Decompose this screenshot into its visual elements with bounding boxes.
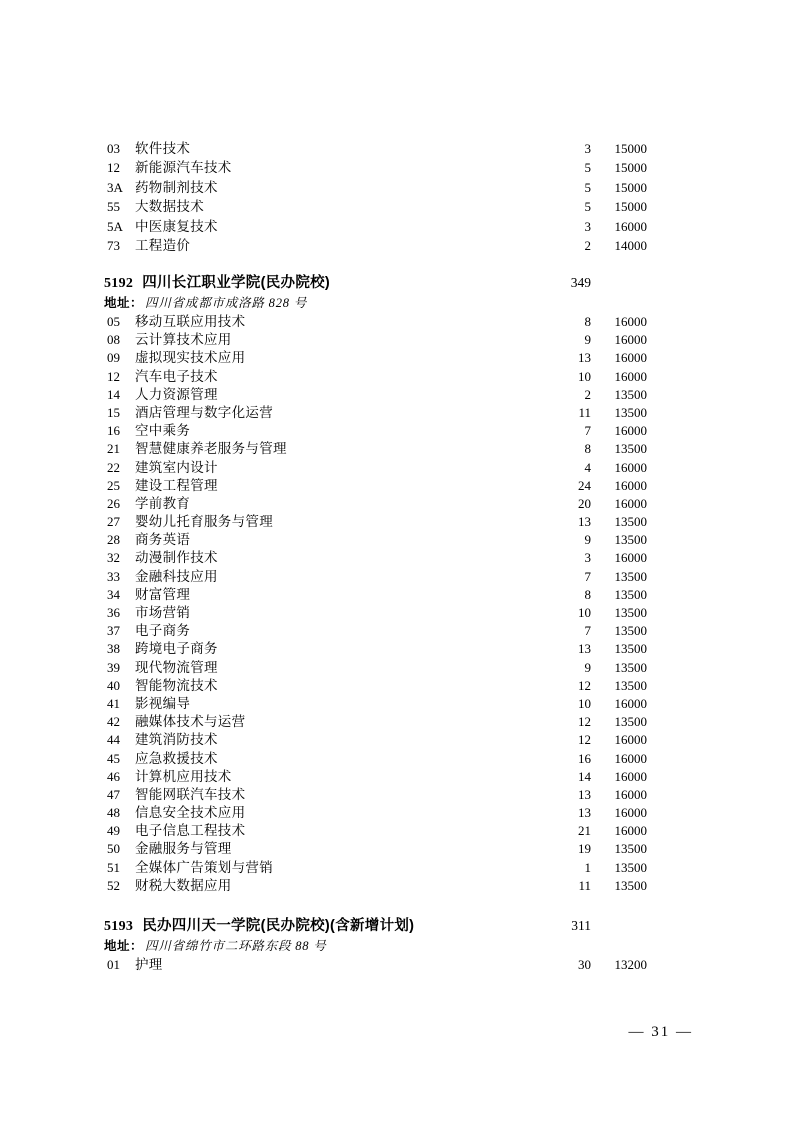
program-count: 4 bbox=[584, 459, 591, 475]
program-fee: 13500 bbox=[614, 441, 647, 457]
institution-header bbox=[104, 916, 647, 936]
program-row bbox=[104, 840, 647, 858]
program-row bbox=[104, 368, 647, 386]
address-label: 地址： bbox=[104, 939, 144, 953]
program-count: 8 bbox=[584, 314, 591, 329]
program-code: 28 bbox=[107, 532, 120, 548]
address-text: 四川省绵竹市二环路东段 88 号 bbox=[145, 939, 327, 953]
program-fee: 16000 bbox=[614, 218, 647, 234]
program-code: 26 bbox=[107, 495, 120, 511]
program-name: 跨境电子商务 bbox=[135, 641, 218, 657]
program-count: 10 bbox=[578, 368, 591, 384]
program-row bbox=[104, 822, 647, 840]
program-row bbox=[104, 386, 647, 404]
program-row bbox=[104, 178, 647, 197]
program-name: 市场营销 bbox=[135, 605, 191, 620]
program-name: 虚拟现实技术应用 bbox=[135, 350, 246, 366]
program-fee: 16000 bbox=[614, 768, 647, 784]
program-count: 30 bbox=[578, 957, 591, 972]
program-count: 3 bbox=[584, 550, 591, 566]
program-fee: 14000 bbox=[614, 237, 647, 253]
program-count: 11 bbox=[578, 404, 591, 420]
program-name: 空中乘务 bbox=[135, 423, 191, 439]
program-name: 新能源汽车技术 bbox=[135, 160, 232, 176]
program-code: 52 bbox=[107, 877, 120, 893]
program-count: 9 bbox=[584, 532, 591, 548]
program-fee: 16000 bbox=[614, 786, 647, 802]
program-row bbox=[104, 440, 647, 458]
program-code: 27 bbox=[107, 514, 120, 530]
program-fee: 13500 bbox=[614, 586, 647, 602]
program-count: 3 bbox=[584, 141, 591, 156]
program-name: 影视编导 bbox=[135, 695, 191, 711]
program-name: 学前教育 bbox=[135, 495, 191, 511]
program-name: 智能物流技术 bbox=[135, 677, 218, 693]
program-count: 16 bbox=[578, 750, 591, 766]
program-fee: 16000 bbox=[614, 459, 647, 475]
program-code: 41 bbox=[107, 695, 120, 711]
program-row bbox=[104, 677, 647, 695]
program-row bbox=[104, 877, 647, 895]
program-code: 36 bbox=[107, 605, 120, 620]
program-fee: 16000 bbox=[614, 550, 647, 566]
program-code: 12 bbox=[107, 368, 120, 384]
program-fee: 15000 bbox=[614, 141, 647, 156]
program-code: 42 bbox=[107, 714, 120, 730]
program-name: 云计算技术应用 bbox=[135, 332, 232, 348]
program-fee: 13500 bbox=[614, 841, 647, 857]
program-fee: 16000 bbox=[614, 695, 647, 711]
program-row bbox=[104, 713, 647, 731]
program-name: 商务英语 bbox=[135, 532, 191, 548]
program-code: 44 bbox=[107, 732, 120, 748]
program-code: 55 bbox=[107, 199, 120, 215]
program-count: 2 bbox=[584, 237, 591, 253]
program-row bbox=[104, 158, 647, 177]
program-count: 9 bbox=[584, 659, 591, 675]
program-name: 计算机应用技术 bbox=[135, 768, 232, 784]
program-name: 人力资源管理 bbox=[135, 386, 218, 402]
program-count: 7 bbox=[584, 423, 591, 439]
program-count: 5 bbox=[584, 199, 591, 215]
program-name: 金融科技应用 bbox=[135, 568, 218, 584]
program-code: 51 bbox=[107, 859, 120, 875]
program-count: 12 bbox=[578, 732, 591, 748]
program-count: 9 bbox=[584, 332, 591, 348]
program-fee: 13500 bbox=[614, 641, 647, 657]
program-code: 40 bbox=[107, 677, 120, 693]
program-count: 3 bbox=[584, 218, 591, 234]
program-row bbox=[104, 695, 647, 713]
program-name: 药物制剂技术 bbox=[135, 179, 218, 195]
program-rows bbox=[104, 956, 647, 974]
program-code: 21 bbox=[107, 441, 120, 457]
page-number: — 31 — bbox=[628, 1024, 693, 1040]
program-row bbox=[104, 197, 647, 216]
program-code: 14 bbox=[107, 386, 120, 402]
program-count: 5 bbox=[584, 160, 591, 176]
program-count: 8 bbox=[584, 586, 591, 602]
program-code: 33 bbox=[107, 568, 120, 584]
program-code: 37 bbox=[107, 623, 120, 639]
program-code: 32 bbox=[107, 550, 120, 566]
program-code: 16 bbox=[107, 423, 120, 439]
program-fee: 16000 bbox=[614, 750, 647, 766]
program-row bbox=[104, 459, 647, 477]
program-name: 婴幼儿托育服务与管理 bbox=[135, 514, 273, 530]
program-count: 19 bbox=[578, 841, 591, 857]
program-code: 25 bbox=[107, 477, 120, 493]
program-row bbox=[104, 568, 647, 586]
institution-section-5192 bbox=[104, 273, 647, 895]
address-label: 地址： bbox=[104, 296, 144, 310]
program-row bbox=[104, 422, 647, 440]
program-rows bbox=[104, 139, 647, 255]
program-name: 中医康复技术 bbox=[135, 218, 218, 234]
program-fee: 16000 bbox=[614, 732, 647, 748]
program-row bbox=[104, 404, 647, 422]
program-name: 智能网联汽车技术 bbox=[135, 786, 246, 802]
program-name: 酒店管理与数字化运营 bbox=[135, 404, 273, 420]
program-fee: 16000 bbox=[614, 823, 647, 839]
program-code: 34 bbox=[107, 586, 120, 602]
program-code: 12 bbox=[107, 160, 120, 176]
program-code: 08 bbox=[107, 332, 120, 348]
program-fee: 15000 bbox=[614, 179, 647, 195]
program-code: 47 bbox=[107, 786, 120, 802]
program-count: 13 bbox=[578, 805, 591, 821]
program-row bbox=[104, 640, 647, 658]
program-fee: 16000 bbox=[614, 332, 647, 348]
program-name: 现代物流管理 bbox=[135, 659, 218, 675]
program-name: 建筑室内设计 bbox=[135, 459, 218, 475]
continued-program-list bbox=[104, 139, 647, 255]
program-name: 应急救援技术 bbox=[135, 750, 218, 766]
institution-heading bbox=[104, 273, 555, 294]
program-code: 73 bbox=[107, 237, 120, 253]
program-count: 11 bbox=[578, 877, 591, 893]
program-fee: 13500 bbox=[614, 714, 647, 730]
institution-address bbox=[104, 293, 647, 313]
program-row bbox=[104, 349, 647, 367]
institution-address bbox=[104, 936, 647, 956]
program-fee: 16000 bbox=[614, 368, 647, 384]
program-name: 工程造价 bbox=[135, 237, 191, 253]
program-fee: 15000 bbox=[614, 199, 647, 215]
program-code: 48 bbox=[107, 805, 120, 821]
program-row bbox=[104, 549, 647, 567]
institution-total-count: 311 bbox=[571, 918, 591, 933]
program-count: 13 bbox=[578, 641, 591, 657]
program-row bbox=[104, 859, 647, 877]
program-count: 2 bbox=[584, 386, 591, 402]
program-row bbox=[104, 731, 647, 749]
program-name: 大数据技术 bbox=[135, 199, 204, 215]
address-text: 四川省成都市成洛路 828 号 bbox=[145, 296, 308, 310]
program-code: 39 bbox=[107, 659, 120, 675]
program-row bbox=[104, 513, 647, 531]
program-name: 动漫制作技术 bbox=[135, 550, 218, 566]
program-name: 电子信息工程技术 bbox=[135, 823, 246, 839]
program-row bbox=[104, 236, 647, 255]
program-count: 12 bbox=[578, 677, 591, 693]
program-name: 财税大数据应用 bbox=[135, 877, 232, 893]
program-fee: 16000 bbox=[614, 350, 647, 366]
program-name: 电子商务 bbox=[135, 623, 191, 639]
program-count: 13 bbox=[578, 786, 591, 802]
institution-header bbox=[104, 273, 647, 293]
program-row bbox=[104, 622, 647, 640]
program-fee: 16000 bbox=[614, 495, 647, 511]
program-code: 5A bbox=[107, 218, 123, 234]
program-row bbox=[104, 750, 647, 768]
program-count: 8 bbox=[584, 441, 591, 457]
program-fee: 13500 bbox=[614, 532, 647, 548]
program-row bbox=[104, 477, 647, 495]
program-code: 03 bbox=[107, 141, 120, 156]
program-code: 15 bbox=[107, 404, 120, 420]
program-row bbox=[104, 956, 647, 974]
program-row bbox=[104, 586, 647, 604]
program-row bbox=[104, 331, 647, 349]
program-row bbox=[104, 313, 647, 331]
program-code: 22 bbox=[107, 459, 120, 475]
program-name: 护理 bbox=[135, 957, 163, 972]
program-fee: 13500 bbox=[614, 859, 647, 875]
institution-heading bbox=[104, 916, 555, 937]
program-row bbox=[104, 804, 647, 822]
program-name: 全媒体广告策划与营销 bbox=[135, 859, 273, 875]
institution-section-5193 bbox=[104, 916, 647, 974]
program-rows bbox=[104, 313, 647, 895]
program-count: 10 bbox=[578, 605, 591, 620]
program-count: 1 bbox=[584, 859, 591, 875]
program-fee: 13500 bbox=[614, 386, 647, 402]
program-fee: 13500 bbox=[614, 623, 647, 639]
program-row bbox=[104, 659, 647, 677]
program-name: 智慧健康养老服务与管理 bbox=[135, 441, 287, 457]
program-code: 45 bbox=[107, 750, 120, 766]
program-name: 金融服务与管理 bbox=[135, 841, 232, 857]
program-count: 13 bbox=[578, 350, 591, 366]
program-fee: 13500 bbox=[614, 514, 647, 530]
program-row bbox=[104, 531, 647, 549]
program-fee: 13500 bbox=[614, 877, 647, 893]
program-fee: 15000 bbox=[614, 160, 647, 176]
program-count: 21 bbox=[578, 823, 591, 839]
program-row bbox=[104, 604, 647, 622]
program-name: 汽车电子技术 bbox=[135, 368, 218, 384]
program-fee: 13500 bbox=[614, 568, 647, 584]
program-code: 09 bbox=[107, 350, 120, 366]
program-count: 24 bbox=[578, 477, 591, 493]
program-fee: 13500 bbox=[614, 659, 647, 675]
institution-total-count: 349 bbox=[570, 275, 591, 290]
program-code: 05 bbox=[107, 314, 120, 329]
program-code: 49 bbox=[107, 823, 120, 839]
institution-code: 5192 bbox=[104, 276, 134, 291]
program-fee: 13200 bbox=[614, 957, 647, 972]
program-row bbox=[104, 768, 647, 786]
program-row bbox=[104, 495, 647, 513]
institution-code: 5193 bbox=[104, 919, 134, 934]
program-name: 软件技术 bbox=[135, 141, 191, 156]
program-count: 13 bbox=[578, 514, 591, 530]
program-count: 14 bbox=[578, 768, 591, 784]
institution-name: 四川长江职业学院(民办院校) bbox=[142, 275, 331, 291]
program-name: 信息安全技术应用 bbox=[135, 805, 246, 821]
program-fee: 16000 bbox=[614, 805, 647, 821]
program-code: 3A bbox=[107, 179, 123, 195]
program-name: 移动互联应用技术 bbox=[135, 314, 246, 329]
program-count: 20 bbox=[578, 495, 591, 511]
program-name: 建设工程管理 bbox=[135, 477, 218, 493]
program-fee: 16000 bbox=[614, 314, 647, 329]
program-fee: 13500 bbox=[614, 677, 647, 693]
program-count: 10 bbox=[578, 695, 591, 711]
program-fee: 16000 bbox=[614, 477, 647, 493]
program-row bbox=[104, 139, 647, 158]
program-row bbox=[104, 217, 647, 236]
program-count: 7 bbox=[584, 623, 591, 639]
institution-name: 民办四川天一学院(民办院校)(含新增计划) bbox=[142, 918, 415, 934]
program-name: 财富管理 bbox=[135, 586, 191, 602]
program-code: 01 bbox=[107, 957, 120, 972]
program-name: 建筑消防技术 bbox=[135, 732, 218, 748]
program-count: 12 bbox=[578, 714, 591, 730]
program-fee: 13500 bbox=[614, 605, 647, 620]
program-code: 50 bbox=[107, 841, 120, 857]
program-row bbox=[104, 786, 647, 804]
program-count: 7 bbox=[584, 568, 591, 584]
program-name: 融媒体技术与运营 bbox=[135, 714, 246, 730]
program-code: 46 bbox=[107, 768, 120, 784]
program-code: 38 bbox=[107, 641, 120, 657]
program-count: 5 bbox=[584, 179, 591, 195]
program-fee: 13500 bbox=[614, 404, 647, 420]
program-fee: 16000 bbox=[614, 423, 647, 439]
